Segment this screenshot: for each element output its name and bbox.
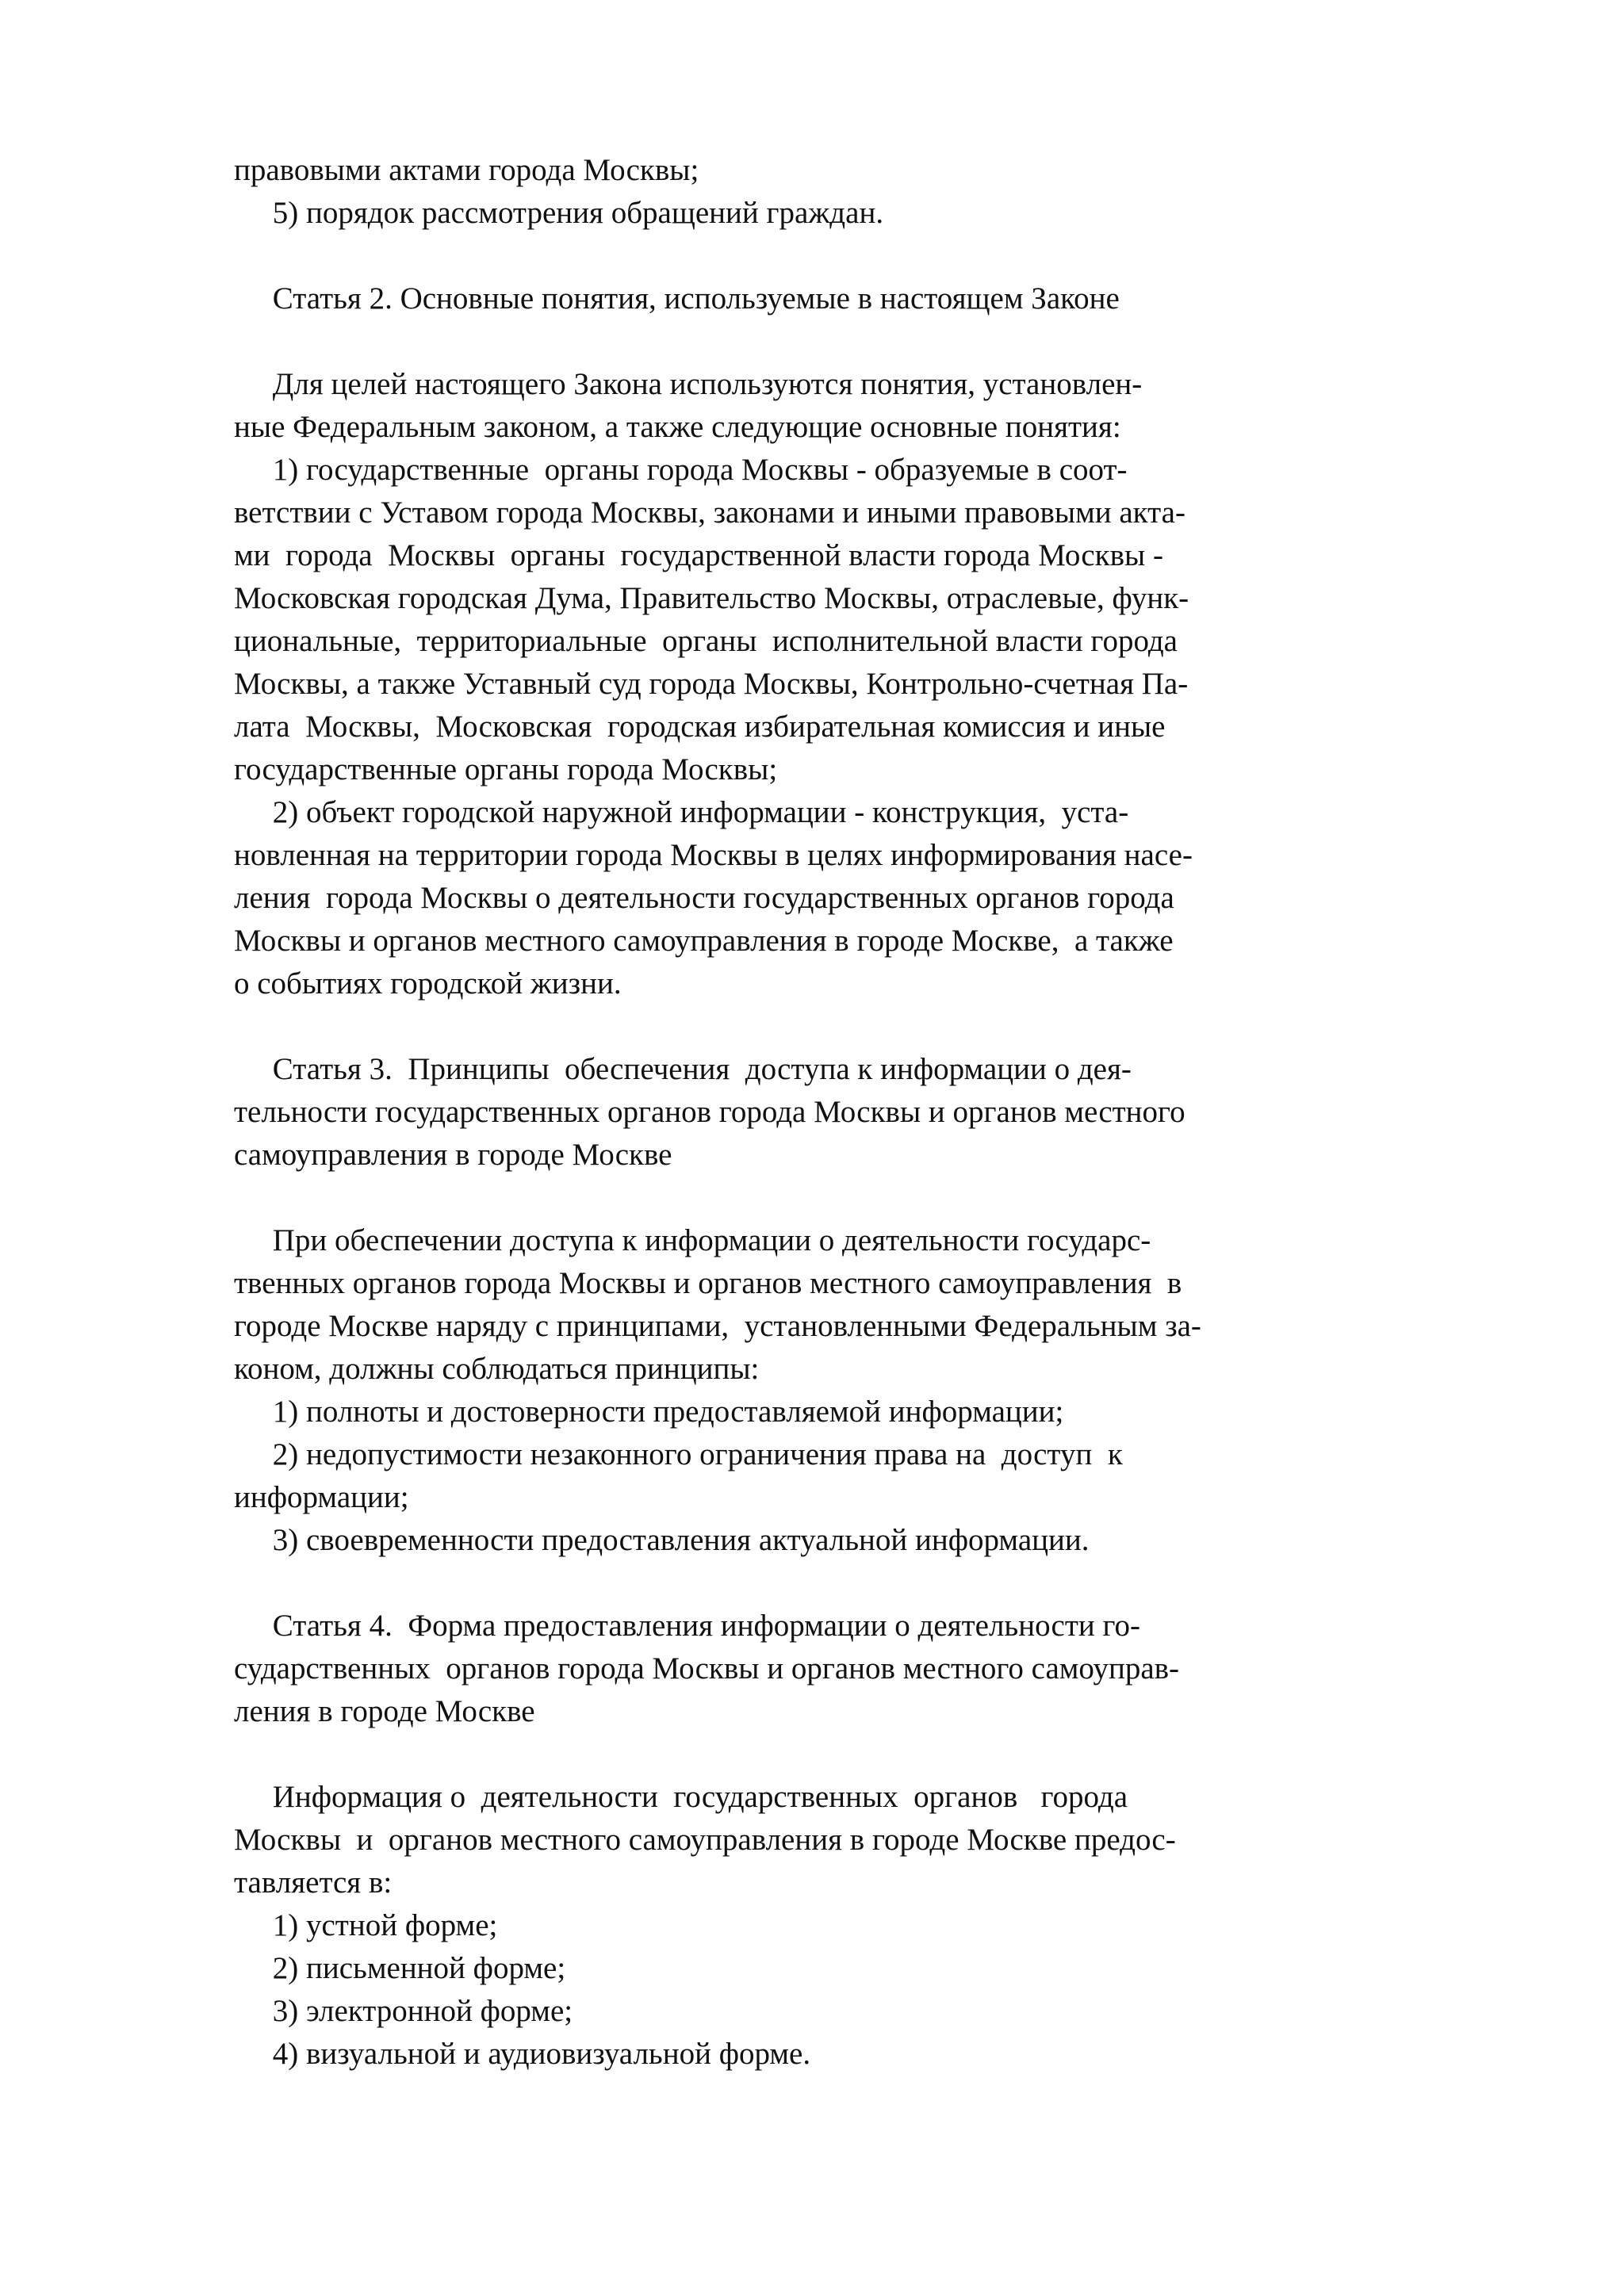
text-line: ления в городе Москве — [234, 1694, 535, 1728]
text-line: 2) объект городской наружной информации - конструкция, уста- — [234, 795, 1129, 829]
text-line: городе Москве наряду с принципами, установленными Федеральным за- — [234, 1309, 1201, 1343]
text-line: 4) визуальной и аудиовизуальной форме. — [234, 2037, 811, 2071]
text-line: ветствии с Уставом города Москвы, законами и иными правовыми акта- — [234, 496, 1185, 530]
text-line: тельности государственных органов города Москвы и органов местного — [234, 1095, 1185, 1129]
text-line: твенных органов города Москвы и органов местного самоуправления в — [234, 1266, 1182, 1300]
text-line: 2) недопустимости незаконного ограничения права на доступ к — [234, 1437, 1123, 1471]
text-line: коном, должны соблюдаться принципы: — [234, 1352, 760, 1386]
text-line: Информация о деятельности государственных органов города — [234, 1780, 1128, 1814]
text-line: о событиях городской жизни. — [234, 966, 622, 1001]
blank-line — [234, 1733, 1281, 1776]
text-line: Москвы и органов местного самоуправления в городе Москве, а также — [234, 924, 1174, 958]
text-line: тавляется в: — [234, 1866, 393, 1900]
text-line: Москвы, а также Уставный суд города Москвы, Контрольно-счетная Па- — [234, 667, 1189, 701]
document-body — [234, 149, 1281, 2076]
text-line: ления города Москвы о деятельности государственных органов города — [234, 881, 1174, 915]
text-line: 2) письменной форме; — [234, 1951, 566, 1985]
text-line: Статья 2. Основные понятия, используемые в настоящем Законе — [234, 281, 1120, 316]
text-line: Для целей настоящего Закона используются понятия, установлен- — [234, 367, 1143, 401]
text-line: правовыми актами города Москвы; — [234, 153, 699, 187]
text-line: лата Москвы, Московская городская избирательная комиссия и иные — [234, 710, 1166, 744]
text-line: Москвы и органов местного самоуправления в городе Москве предос- — [234, 1823, 1176, 1857]
text-line: Статья 3. Принципы обеспечения доступа к информации о дея- — [234, 1052, 1132, 1086]
text-line: государственные органы города Москвы; — [234, 752, 778, 786]
blank-line — [234, 235, 1281, 277]
text-line: 1) устной форме; — [234, 1908, 498, 1942]
text-line: 3) электронной форме; — [234, 1994, 573, 2028]
blank-line — [234, 1562, 1281, 1605]
blank-line — [234, 1177, 1281, 1219]
text-line: Статья 4. Форма предоставления информации о деятельности го- — [234, 1609, 1141, 1643]
blank-line — [234, 320, 1281, 363]
text-line: новленная на территории города Москвы в целях информирования насе- — [234, 838, 1193, 872]
text-line: самоуправления в городе Москве — [234, 1138, 672, 1172]
text-line: 1) полноты и достоверности предоставляемой информации; — [234, 1395, 1064, 1429]
text-line: 5) порядок рассмотрения обращений граждан. — [234, 196, 884, 230]
text-line: Московская городская Дума, Правительство Москвы, отраслевые, функ- — [234, 581, 1189, 615]
text-line: циональные, территориальные органы исполнительной власти города — [234, 624, 1178, 658]
text-line: ми города Москвы органы государственной власти города Москвы - — [234, 538, 1163, 572]
text-line: ные Федеральным законом, а также следующие основные понятия: — [234, 410, 1121, 444]
text-line: 1) государственные органы города Москвы - образуемые в соот- — [234, 453, 1128, 487]
text-line: При обеспечении доступа к информации о деятельности государс- — [234, 1223, 1151, 1257]
blank-line — [234, 1005, 1281, 1048]
text-line: сударственных органов города Москвы и органов местного самоуправ- — [234, 1651, 1180, 1686]
text-line: информации; — [234, 1480, 409, 1514]
text-line: 3) своевременности предоставления актуальной информации. — [234, 1523, 1090, 1557]
